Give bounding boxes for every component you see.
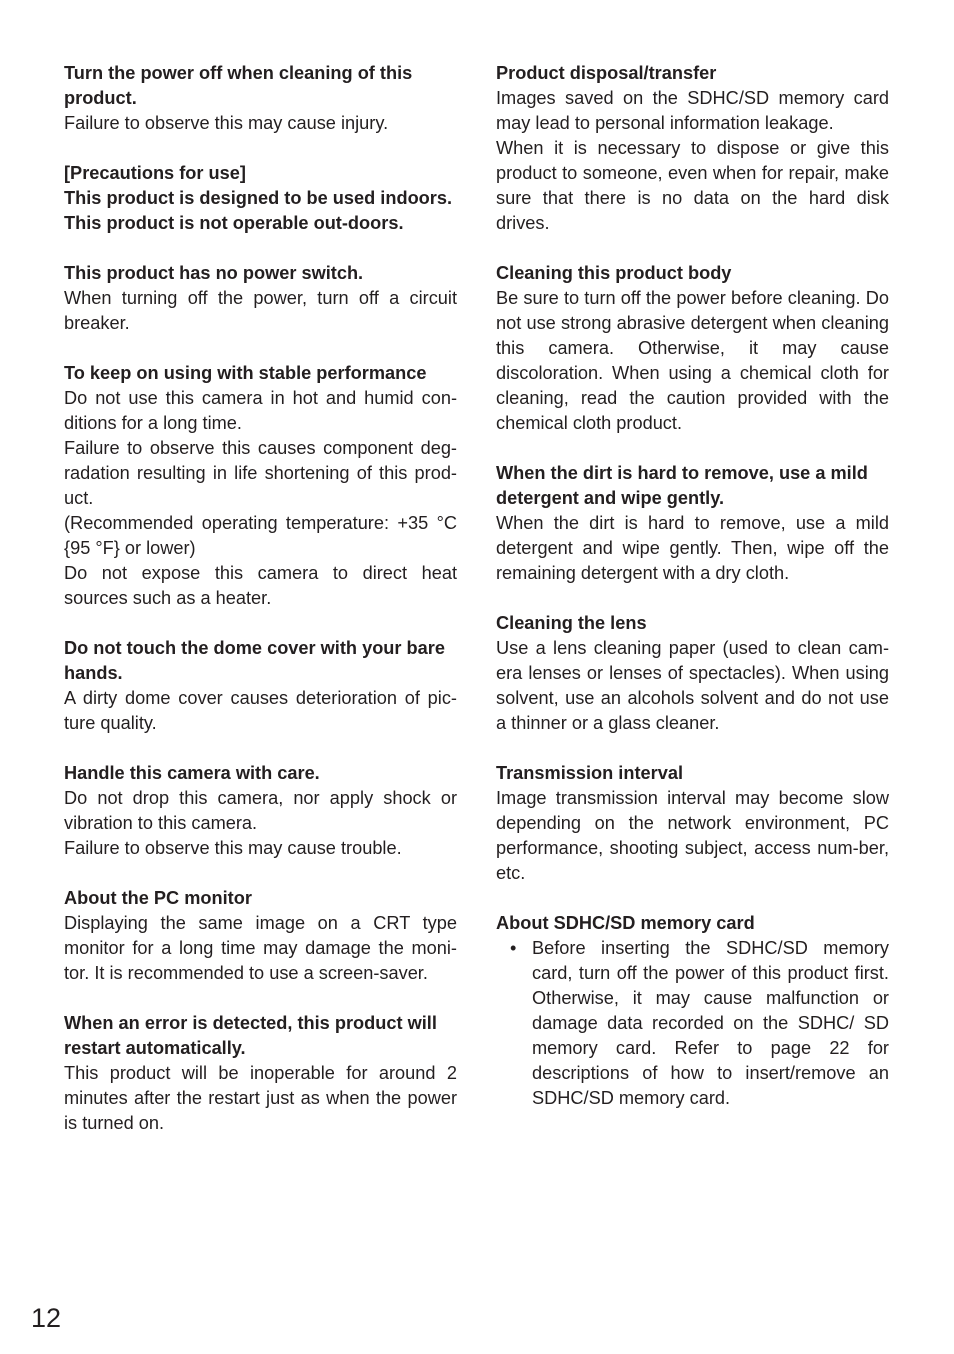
- section-paragraph: Image transmission interval may become slow depending on the network environment, PC performance, shooting subject, access num-ber, etc.: [496, 788, 889, 883]
- section-sd-card: [496, 911, 889, 1111]
- section-hard-dirt: [496, 461, 889, 586]
- section-paragraph: When turning off the power, turn off a circuit breaker.: [64, 288, 457, 333]
- section-auto-restart: [64, 1011, 457, 1136]
- section-paragraph: Do not use this camera in hot and humid con-ditions for a long time.: [64, 388, 457, 433]
- left-column: [64, 61, 457, 1161]
- section-power-off-cleaning: [64, 61, 457, 136]
- section-paragraph: Images saved on the SDHC/SD memory card may lead to personal information leakage.: [496, 88, 889, 133]
- page-number: 12: [31, 1303, 62, 1333]
- section-heading: About SDHC/SD memory card: [496, 913, 755, 933]
- section-heading: Product disposal/transfer: [496, 63, 717, 83]
- section-paragraph: Failure to observe this causes component deg-radation resulting in life shortening of this prod-uct.: [64, 438, 457, 508]
- section-handle-with-care: [64, 761, 457, 861]
- section-paragraph: (Recommended operating temperature: +35 °C {95 °F} or lower): [64, 513, 457, 558]
- section-heading: About the PC monitor: [64, 888, 252, 908]
- section-cleaning-body: [496, 261, 889, 436]
- section-heading: Do not touch the dome cover with your bare hands.: [64, 638, 445, 683]
- section-paragraph: Use a lens cleaning paper (used to clean cam-era lenses or lenses of spectacles). When using solvent, use an alcohols solvent and do not use a thinner or a glass cleaner.: [496, 638, 889, 733]
- section-dome-cover: [64, 636, 457, 736]
- section-precautions-for-use: [64, 161, 457, 236]
- section-stable-performance: [64, 361, 457, 611]
- section-heading: When an error is detected, this product will restart automatically.: [64, 1013, 437, 1058]
- section-cleaning-lens: [496, 611, 889, 736]
- section-product-disposal: [496, 61, 889, 236]
- section-paragraph: Failure to observe this may cause injury.: [64, 113, 389, 133]
- section-paragraph: When it is necessary to dispose or give this product to someone, even when for repair, make sure that there is no data on the hard disk drives.: [496, 138, 889, 233]
- section-heading: [Precautions for use] This product is designed to be used indoors. This product is not operable out-doors.: [64, 163, 453, 233]
- section-heading: Handle this camera with care.: [64, 763, 320, 783]
- section-paragraph: This product will be inoperable for around 2 minutes after the restart just as when the power is turned on.: [64, 1063, 457, 1133]
- section-paragraph: A dirty dome cover causes deterioration of pic-ture quality.: [64, 688, 457, 733]
- section-heading: To keep on using with stable performance: [64, 363, 427, 383]
- section-heading: Cleaning the lens: [496, 613, 647, 633]
- bullet-icon: •: [510, 938, 517, 958]
- list-item: [496, 936, 889, 1111]
- section-heading: This product has no power switch.: [64, 263, 364, 283]
- section-paragraph: Be sure to turn off the power before cleaning. Do not use strong abrasive detergent when cleaning this camera. Otherwise, it may cause discoloration. When using a chemical cloth for cleaning, read the caution provided with the chemical cloth product.: [496, 288, 889, 433]
- section-paragraph: Do not expose this camera to direct heat sources such as a heater.: [64, 563, 457, 608]
- section-no-power-switch: [64, 261, 457, 336]
- section-paragraph: Displaying the same image on a CRT type monitor for a long time may damage the moni-tor. It is recommended to use a screen-saver.: [64, 913, 457, 983]
- section-heading: Turn the power off when cleaning of this product.: [64, 63, 413, 108]
- bullet-text: Before inserting the SDHC/SD memory card, turn off the power of this product first. Otherwise, it may cause malfunction or damage data recorded on the SDHC/ SD memory card. Refer to page 22 for descriptions of how to insert/remove an SDHC/SD memory card.: [532, 938, 889, 1108]
- section-transmission-interval: [496, 761, 889, 886]
- section-heading: Cleaning this product body: [496, 263, 732, 283]
- section-paragraph: Failure to observe this may cause trouble.: [64, 838, 402, 858]
- section-heading: When the dirt is hard to remove, use a mild detergent and wipe gently.: [496, 463, 868, 508]
- section-heading: Transmission interval: [496, 763, 683, 783]
- right-column: [496, 61, 889, 1136]
- section-paragraph: When the dirt is hard to remove, use a mild detergent and wipe gently. Then, wipe off the remaining detergent with a dry cloth.: [496, 513, 889, 583]
- section-paragraph: Do not drop this camera, nor apply shock or vibration to this camera.: [64, 788, 457, 833]
- section-pc-monitor: [64, 886, 457, 986]
